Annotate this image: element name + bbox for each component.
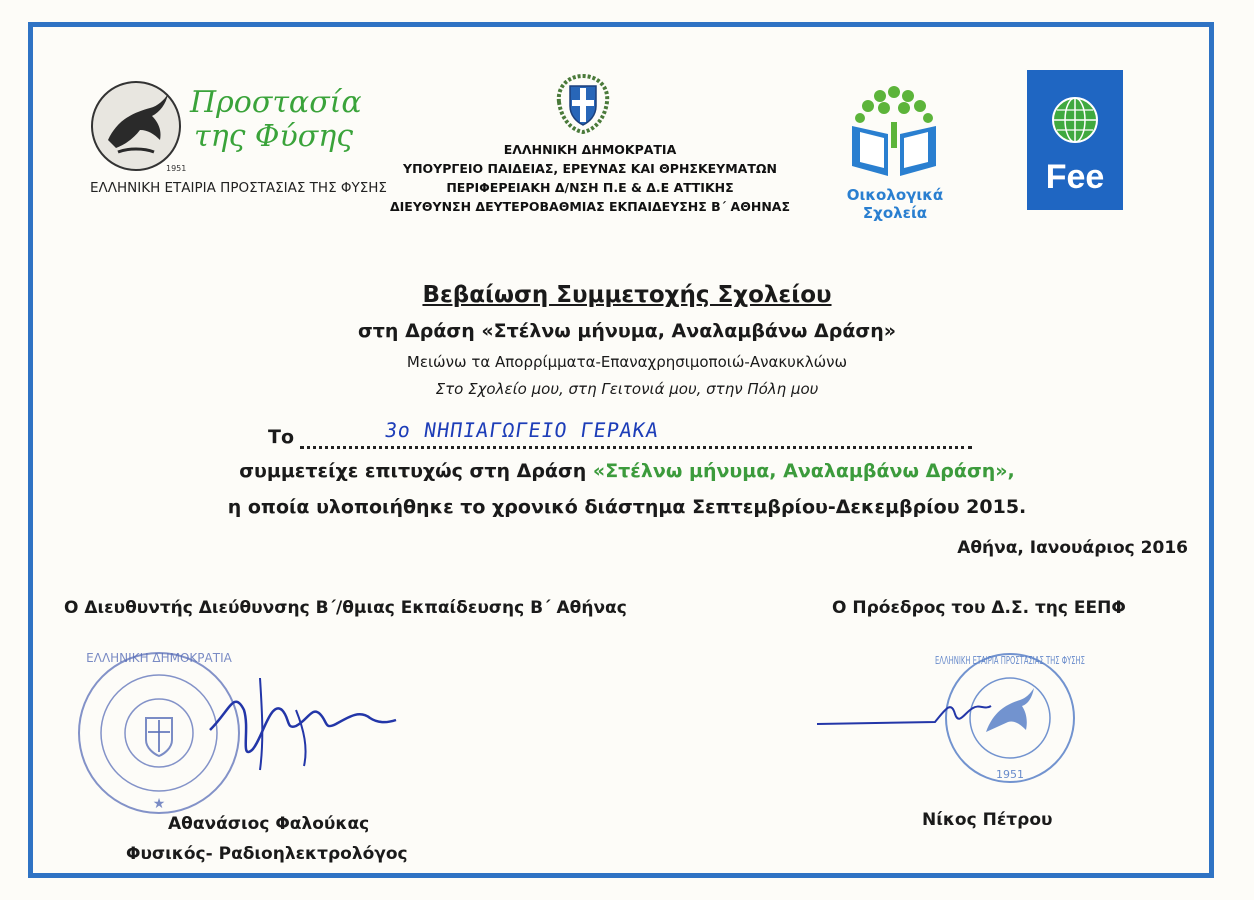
eco-name-line2: Σχολεία — [862, 204, 928, 222]
action-subtitle: στη Δράση «Στέλνω μήνυμα, Αναλαμβάνω Δράση» — [358, 320, 896, 342]
school-name-handwritten: 3ο ΝΗΠΙΑΓΩΓΕΙΟ ΓΕΡΑΚΑ — [383, 418, 661, 442]
action-motto: Μειώνω τα Απορρίμματα-Επαναχρησιμοποιώ-Ανακυκλώνω — [406, 353, 848, 371]
ministry-header — [360, 140, 820, 216]
eco-schools-logo — [846, 78, 942, 178]
eco-schools-name — [840, 186, 950, 222]
globe-icon — [1027, 70, 1123, 166]
right-signatory-title: Ο Πρόεδρος του Δ.Σ. της ΕΕΠΦ — [832, 598, 1126, 618]
participation-action: «Στέλνω μήνυμα, Αναλαμβάνω Δράση», — [592, 460, 1015, 482]
president-signature — [815, 690, 995, 740]
svg-text:★: ★ — [152, 796, 166, 812]
epf-stamp-year: 1951 — [996, 768, 1024, 781]
epf-logo-line2: της Φύσης — [194, 119, 353, 154]
ministry-line: ΠΕΡΙΦΕΡΕΙΑΚΗ Δ/ΝΣΗ Π.Ε & Δ.Ε ΑΤΤΙΚΗΣ — [446, 180, 734, 195]
epf-goat-logo — [88, 78, 187, 174]
right-signatory-name: Νίκος Πέτρου — [922, 810, 1053, 830]
greek-coat-of-arms-icon — [553, 72, 613, 136]
participation-prefix: συμμετείχε επιτυχώς στη Δράση — [239, 460, 593, 482]
certificate-title: Βεβαίωση Συμμετοχής Σχολείου — [422, 282, 832, 308]
action-scope: Στο Σχολείο μου, στη Γειτονιά μου, στην Πόλη μου — [435, 380, 819, 398]
left-signatory-name: Αθανάσιος Φαλούκας — [168, 814, 370, 834]
epf-logo-line1: Προστασία — [190, 85, 362, 120]
ministry-line: ΔΙΕΥΘΥΝΣΗ ΔΕΥΤΕΡΟΒΑΘΜΙΑΣ ΕΚΠΑΙΔΕΥΣΗΣ Β΄ ΑΘΗΝΑΣ — [389, 199, 790, 214]
issue-date: Αθήνα, Ιανουάριος 2016 — [957, 538, 1188, 558]
left-signatory-title: Ο Διευθυντής Διεύθυνσης Β΄/θμιας Εκπαίδευσης Β΄ Αθήνας — [64, 598, 627, 618]
implementation-period: η οποία υλοποιήθηκε το χρονικό διάστημα Σεπτεμβρίου-Δεκεμβρίου 2015. — [227, 496, 1027, 518]
left-signatory-role: Φυσικός- Ραδιοηλεκτρολόγος — [126, 844, 408, 864]
participation-statement — [0, 460, 1254, 482]
epf-logo-year: 1951 — [166, 164, 187, 173]
fee-label: Fee — [1045, 158, 1105, 196]
stamp-arc-text: ΕΛΛΗΝΙΚΗ ΔΗΜΟΚΡΑΤΙΑ — [86, 651, 232, 665]
eco-name-line1: Οικολογικά — [846, 186, 944, 204]
ministry-line: ΕΛΛΗΝΙΚΗ ΔΗΜΟΚΡΑΤΙΑ — [503, 142, 677, 157]
epf-stamp-text: ΕΛΛΗΝΙΚΗ ΕΤΑΙΡΙΑ ΠΡΟΣΤΑΣΙΑΣ ΤΗΣ ΦΥΣΗΣ — [935, 654, 1086, 667]
ministry-line: ΥΠΟΥΡΓΕΙΟ ΠΑΙΔΕΙΑΣ, ΕΡΕΥΝΑΣ ΚΑΙ ΘΡΗΣΚΕΥΜΑΤΩΝ — [403, 161, 777, 176]
epf-logo-text — [190, 86, 362, 154]
epf-full-name: ΕΛΛΗΝΙΚΗ ΕΤΑΙΡΙΑ ΠΡΟΣΤΑΣΙΑΣ ΤΗΣ ΦΥΣΗΣ — [90, 180, 387, 196]
director-signature — [200, 670, 420, 780]
to-label: Το — [268, 426, 295, 448]
